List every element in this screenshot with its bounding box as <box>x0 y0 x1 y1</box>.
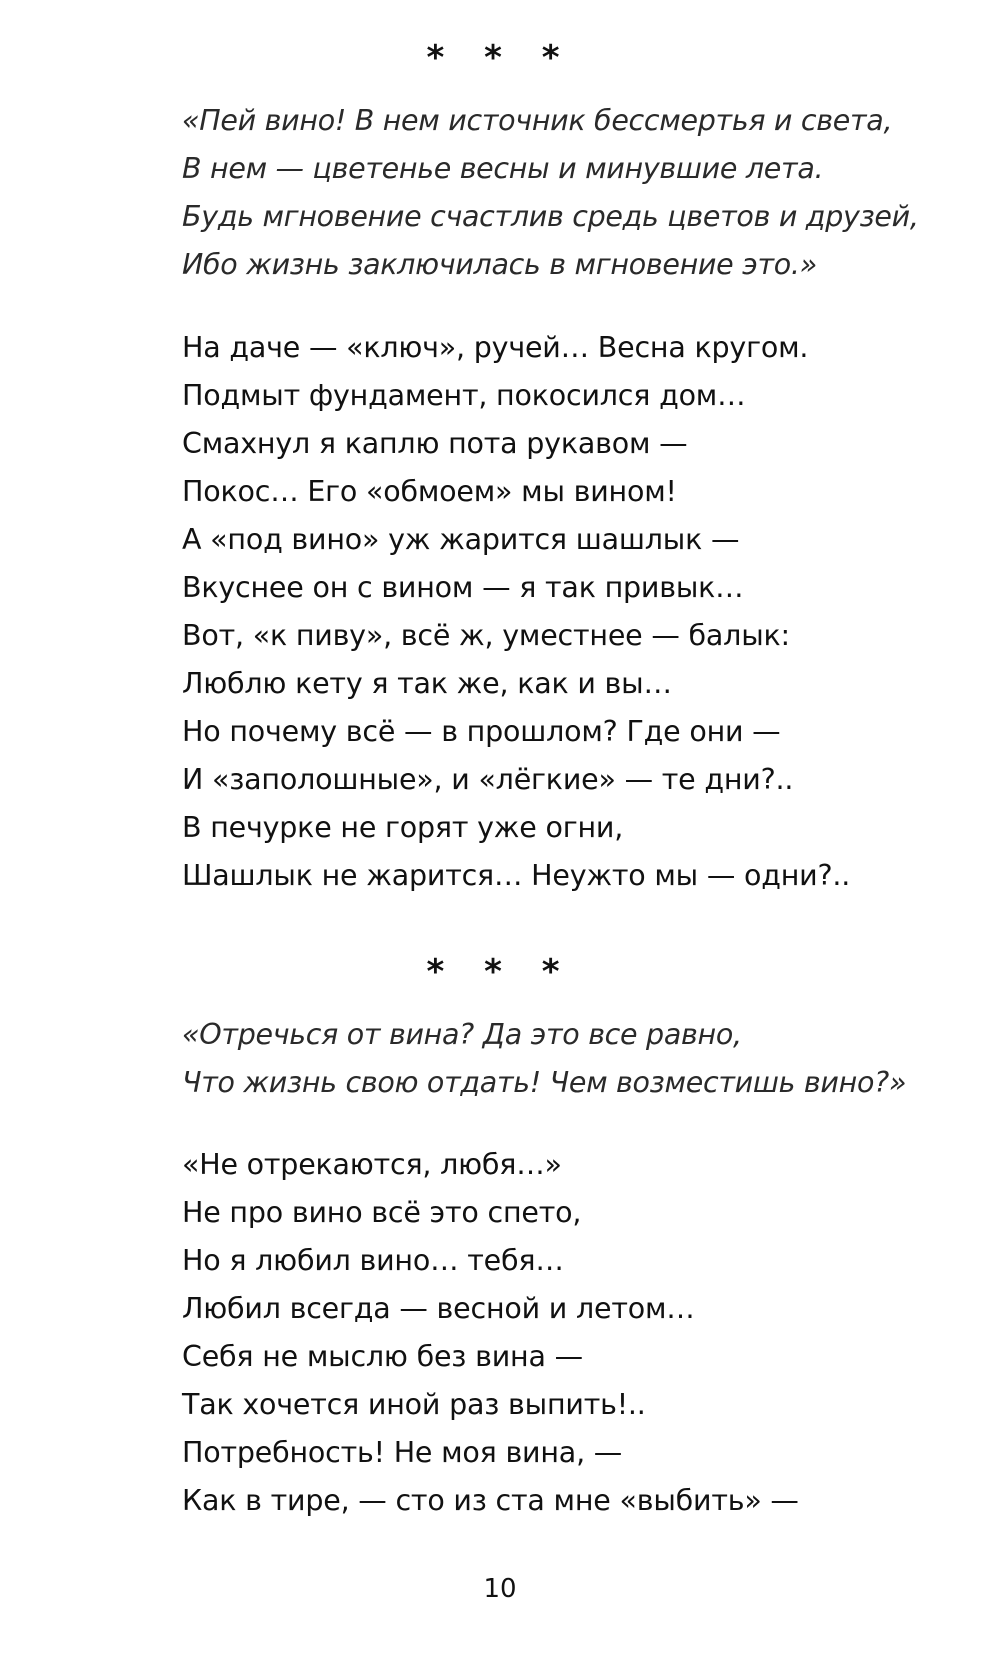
verse-line: Но почему всё — в прошлом? Где они — <box>182 715 781 748</box>
page-number: 10 <box>483 1574 517 1604</box>
verse-line: Смахнул я каплю пота рукавом — <box>182 427 688 460</box>
verse-line: А «под вино» уж жарится шашлык — <box>182 523 740 556</box>
epigraph-line: «Отречься от вина? Да это все равно, <box>182 1018 742 1051</box>
verse-line: Шашлык не жарится… Неужто мы — одни?.. <box>182 859 851 892</box>
epigraph-stanza <box>182 97 919 289</box>
verse-stanza <box>182 324 850 900</box>
verse-line: Как в тире, — сто из ста мне «выбить» — <box>182 1484 799 1517</box>
verse-line: Потребность! Не моя вина, — <box>182 1436 623 1469</box>
verse-line: Любил всегда — весной и летом… <box>182 1292 695 1325</box>
verse-line: Вкуснее он с вином — я так привык… <box>182 571 744 604</box>
verse-line: В печурке не горят уже огни, <box>182 811 624 844</box>
verse-line: Так хочется иной раз выпить!.. <box>182 1388 646 1421</box>
verse-line: Подмыт фундамент, покосился дом… <box>182 379 746 412</box>
verse-line: Но я любил вино… тебя… <box>182 1244 564 1277</box>
section-separator: * * * <box>426 952 574 992</box>
epigraph-line: Будь мгновение счастлив средь цветов и друзей, <box>182 200 919 233</box>
epigraph-line: Ибо жизнь заключилась в мгновение это.» <box>182 248 817 281</box>
verse-line: «Не отрекаются, любя…» <box>182 1148 562 1181</box>
verse-line: Люблю кету я так же, как и вы… <box>182 667 672 700</box>
verse-line: Покос… Его «обмоем» мы вином! <box>182 475 677 508</box>
verse-line: И «заполошные», и «лёгкие» — те дни?.. <box>182 763 794 796</box>
epigraph-line: Что жизнь свою отдать! Чем возместишь вино?» <box>182 1066 907 1099</box>
epigraph-line: «Пей вино! В нем источник бессмертья и света, <box>182 104 893 137</box>
verse-stanza <box>182 1141 799 1525</box>
section-separator: * * * <box>426 38 574 78</box>
verse-line: Вот, «к пиву», всё ж, уместнее — балык: <box>182 619 790 652</box>
epigraph-stanza <box>182 1011 906 1107</box>
verse-line: На даче — «ключ», ручей… Весна кругом. <box>182 331 809 364</box>
epigraph-line: В нем — цветенье весны и минувшие лета. <box>182 152 824 185</box>
verse-line: Не про вино всё это спето, <box>182 1196 582 1229</box>
verse-line: Себя не мыслю без вина — <box>182 1340 583 1373</box>
